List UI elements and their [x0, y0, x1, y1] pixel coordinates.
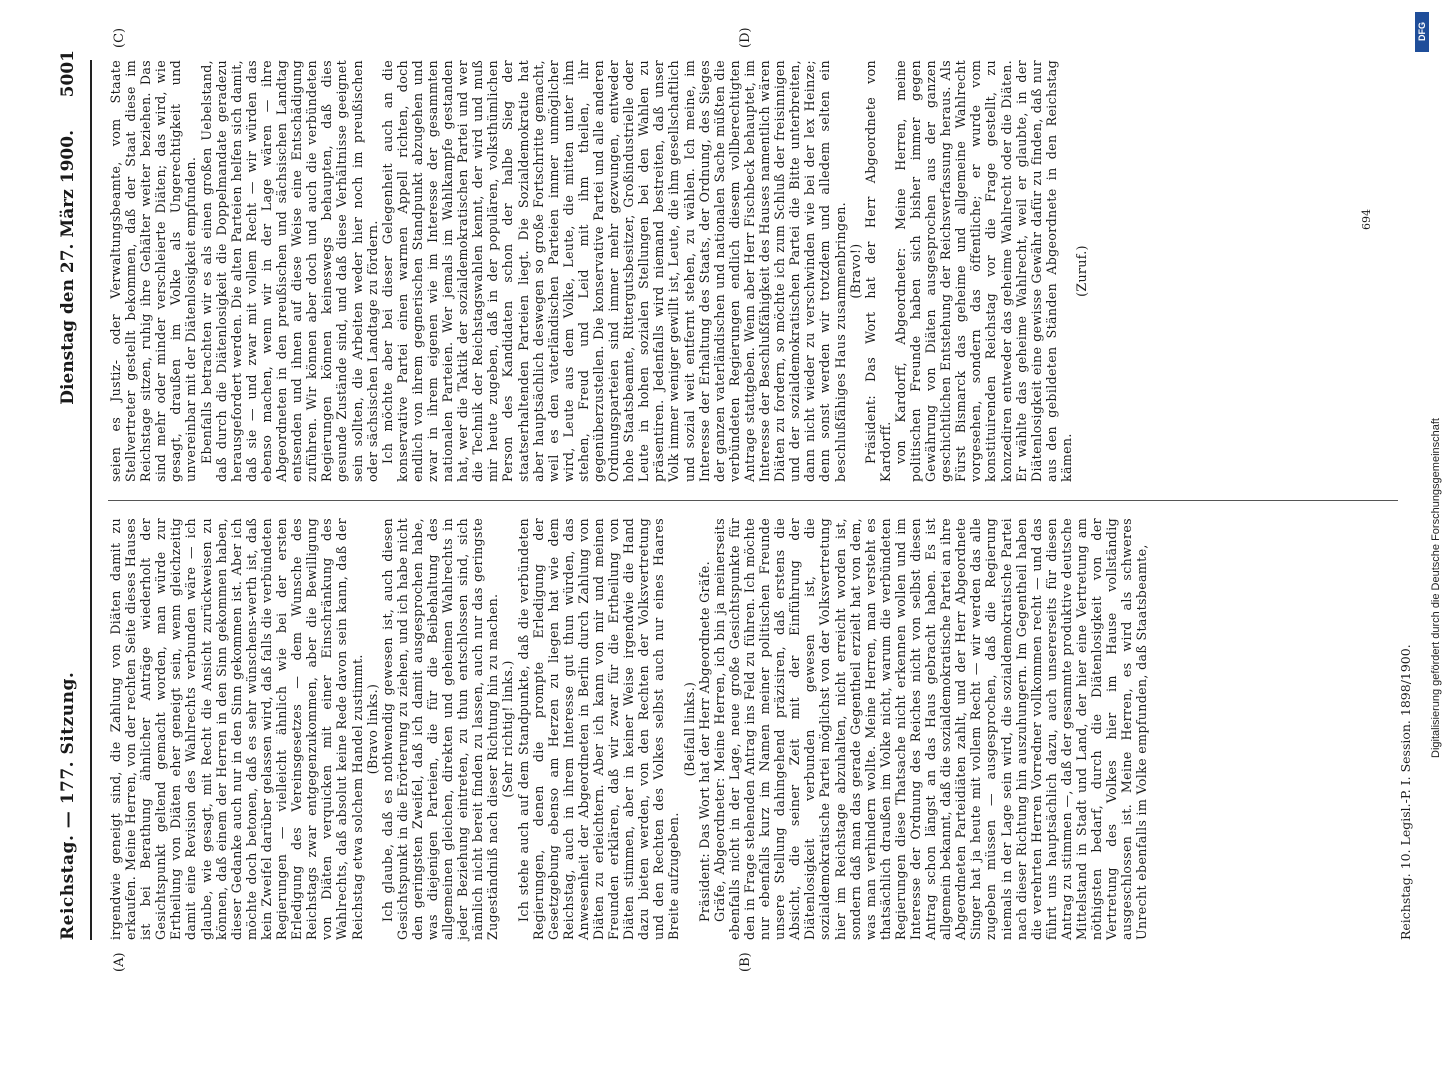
page-header [50, 50, 90, 960]
digitization-note [1408, 0, 1442, 1000]
header-rule [90, 60, 92, 940]
speaker-line: Präsident: Das Wort hat der Herr Abgeordnete Gräfe. [696, 561, 712, 922]
paragraph: Ich möchte aber bei dieser Gelegenheit auch an die konservative Partei einen warmen Appell richten, doch endlich von ihrem gegnerischen Standpunkt abzugehen und zwar in ihrem eigenen wie im Interesse der gesammten nationalen Parteien. Wer jemals im Wahlkampfe gestanden hat, wer die Taktik der sozialdemokratischen Partei und wer die Technik der Reichstagswahlen kennt, der wird und muß mir heute zugeben, daß in der populären, volksthümlichen Person des Kandidaten schon der halbe Sieg der staatserhaltenden Parteien liegt. Die Sozialdemokratie hat aber hauptsächlich deswegen so große Fortschritte gemacht, weil es den vaterländischen Parteien immer unmöglicher wird, Leute aus dem Volke, Leute, die mitten unter ihm stehen, Freud und Leid mit ihm theilen, ihr gegenüberzustellen. Die konservative Partei und alle anderen Ordnungsparteien sind immer mehr gezwungen, entweder hohe Staatsbeamte, Rittergutsbesitzer, Großindustrielle oder Leute in hohen sozialen Stellungen bei den Wahlen zu präsentiren. Jedenfalls wird niemand bestreiten, daß unser Volk immer weniger gewillt ist, Leute, die ihm gesellschaftlich und sozial weit entfernt stehen, zu wählen. Ich meine, im Interesse der Erhaltung des Staats, der Ordnung, des Sieges der ganzen vaterländischen und nationalen Sache müßten die verbündeten Regierungen endlich diesem vollberechtigten Antrage stattgeben. Wenn aber Herr Fischbeck behauptet, im Interesse der Beschlußfähigkeit des Hauses namentlich wären Diäten zu fordern, so möchte ich zum Schluß der freisinnigen und der sozialdemokratischen Partei die Bitte unterbreiten, dann nicht wieder zu verschwinden wie bei der lex Heinze; denn sonst werden wir trotzdem und alledem selten ein beschlußfähiges Haus zusammenbringen. [379, 60, 848, 482]
dfg-logo: DFG [1415, 12, 1429, 52]
header-date: Dienstag den 27. März 1900. [58, 130, 78, 405]
sheet-number: 694 [1360, 209, 1373, 230]
header-session: Reichstag. — 177. Sitzung. [58, 671, 78, 940]
paragraph: irgendwie geneigt sind, die Zahlung von Diäten damit zu erkaufen. Meine Herren, von der rechten Seite dieses Hauses ist bei Berathung ähnlicher Anträge wiederholt der Gesichtspunkt geltend gemacht worden, man würde zur Ertheilung von Diäten eher geneigt sein, wenn gleichzeitig damit eine Revision des Wahlrechts verbunden wäre — ich glaube, wie gesagt, mit Recht die Ansicht zurückweisen zu können, daß einem der Herren in den Sinn gekommen haben, dieser Gedanke auch nur in den Sinn gekommen ist. Aber ich möchte doch betonen, daß es sehr wünschens-werth ist, daß kein Zweifel darüber gelassen wird, daß falls die verbündeten Regierungen — vielleicht ähnlich wie bei der ersten Erledigung des Vereinsgesetzes — dem Wunsche des Reichstags zwar entgegenzukommen, aber die Bewilligung von Diäten verquicken mit einer Einschränkung des Wahlrechts, daß absolut keine Rede davon sein kann, daß der Reichstag etwa solchem Handel zustimmt. [108, 518, 365, 940]
text-column-left [108, 518, 1149, 940]
text-column-right [108, 60, 1089, 482]
paragraph: seien es Justiz- oder Verwaltungsbeamte, vom Staate Stellvertreter gestellt bekommen, daß der Staat diese im Reichstage sitzen, ruhig ihre Gehälter weiter beziehen. Das sind mehr oder minder verschleierte Diäten; das wird, wie gesagt, draußen im Volke als Ungerechtigkeit und unvereinbar mit der Diätenlosigkeit empfunden. [108, 60, 199, 482]
marker-d: (D) [738, 27, 753, 48]
interjection: (Beifall links.) [681, 681, 697, 777]
marker-c: (C) [112, 27, 127, 48]
header-page-number: 5001 [58, 50, 78, 98]
digitization-credit: Digitalisierung gefördert durch die Deutsche Forschungsgemeinschaft [1430, 418, 1442, 758]
interjection: (Bravo links.) [364, 683, 380, 775]
interjection: (Bravo!) [847, 243, 863, 299]
page-footer: Reichstag. 10. Legisl.-P. I. Session. 1898/1900. [1398, 644, 1413, 940]
paragraph: Gräfe, Abgeordneter: Meine Herren, ich bin ja meinerseits ebenfalls nicht in der Lage, neue große Gesichtspunkte für den in Frage stehenden Antrag ins Feld zu führen. Ich möchte nur ebenfalls kurz im Namen meiner politischen Freunde unsere Stellung dahingehend präzisiren, daß erstens die Absicht, die seiner Zeit mit der Einführung der Diätenlosigkeit verbunden gewesen ist, die sozialdemokratische Partei möglichst von der Volksvertretung hier im Reichstage abzuhalten, nicht erreicht worden ist, sondern daß man das gerade Gegentheil erzielt hat von dem, was man verhindern wollte. Meine Herren, man versteht es thatsächlich draußen im Volke nicht, warum die verbündeten Regierungen diese Thatsache nicht erkennen wollen und im Interesse der Ordnung des Reiches nicht von selbst diesen Antrag schon längst an das Haus gebracht haben. Es ist allgemein bekannt, daß die sozialdemokratische Partei an ihre Abgeordneten Parteidiäten zahlt, und der Herr Abgeordnete Singer hat ja heute mit vollem Recht — wir werden das alle zugeben müssen — ausgesprochen, daß die Regierung niemals in der Lage sein wird, die sozialdemokratische Partei nach dieser Richtung hin auszuhungern. Im Gegentheil haben die verehrten Herren Vorredner vollkommen recht — und das führt uns hauptsächlich dazu, auch unsererseits für diesen Antrag zu stimmen —, daß der gesammte produktive deutsche Mittelstand in Stadt und Land, der hier eine Vertretung am nöthigsten bedarf, durch die Diätenlosigkeit von der Vertretung des Volkes hier im Hause vollständig ausgeschlossen ist. Meine Herren, es wird als schweres Unrecht ebenfalls im Volke empfunden, daß Staatsbeamte, [711, 518, 1150, 940]
speaker-line: Präsident: Das Wort hat der Herr Abgeordnete von Kardorff. [862, 60, 893, 482]
paragraph: Ebenfalls betrachten wir es als einen großen Uebelstand, daß durch die Diätenlosigkeit die Doppelmandate geradezu herausgefordert werden. Die alten Parteien helfen sich damit, daß sie — und zwar mit vollem Recht — wir würden das ebenso machen, wenn wir in der Lage wären — ihre Abgeordneten in den preußischen und sächsischen Landtag entsenden und ihnen auf diese Weise eine Entschädigung zuführen. Wir können aber doch und auch die verbündeten Regierungen können keineswegs behaupten, daß dies gesunde Zustände sind, und daß diese Verhältnisse geeignet sein sollten, die Arbeiten weder hier noch im preußischen oder sächsischen Landtage zu fördern. [198, 60, 380, 482]
paragraph: von Kardorff, Abgeordneter: Meine Herren, meine politischen Freunde haben sich bisher immer gegen Gewährung von Diäten ausgesprochen aus der ganzen geschichtlichen Entstehung der Reichsverfassung heraus. Als Fürst Bismarck das geheime und allgemeine Wahlrecht vorgesehen, sondern das öffentliche; er wurde vom konstituirenden Reichstag vor die Frage gestellt, zu konzediren entweder das geheime Wahlrecht oder die Diäten. Er wählte das geheime Wahlrecht, weil er glaubte, in der Diätenlosigkeit eine gewisse Gewähr dafür zu finden, daß nur aus den gebildeten Ständen Abgeordnete in den Reichstag kämen. [892, 60, 1074, 482]
marker-b: (B) [738, 952, 753, 972]
paragraph: Ich glaube, daß es nothwendig gewesen ist, auch diesen Gesichtspunkt in die Erörterung zu ziehen, und ich habe nicht den geringsten Zweifel, daß ich damit ausgesprochen habe, was diejenigen Parteien, die für die Beibehaltung des allgemeinen gleichen, direkten und geheimen Wahlrechts in jeder Beziehung eintreten, zu thun entschlossen sind, sich nämlich nicht bereit finden zu lassen, auch nur das geringste Zugeständniß nach dieser Richtung hin zu machen. [379, 518, 501, 940]
interjection: (Zuruf.) [1074, 245, 1089, 297]
column-divider [108, 500, 1398, 501]
interjection: (Sehr richtig! links.) [500, 660, 516, 798]
marker-a: (A) [112, 952, 127, 972]
paragraph: Ich stehe auch auf dem Standpunkte, daß die verbündeten Regierungen, denen die prompte Erledigung der Gesetzgebung ebenso am Herzen zu liegen hat wie dem Reichstag, auch in ihrem Interesse gut thun würden, das Anwesenheit der Abgeordneten in Berlin durch Zahlung von Diäten zu erleichtern. Aber ich kann von mir und meinen Freunden erklären, daß wir zwar für die Ertheilung von Diäten stimmen, aber in keiner Weise irgendwie die Hand dazu bieten werden, von den Rechten der Volksvertretung und den Rechten des Volkes selbst auch nur eines Haares Breite aufzugeben. [515, 518, 682, 940]
